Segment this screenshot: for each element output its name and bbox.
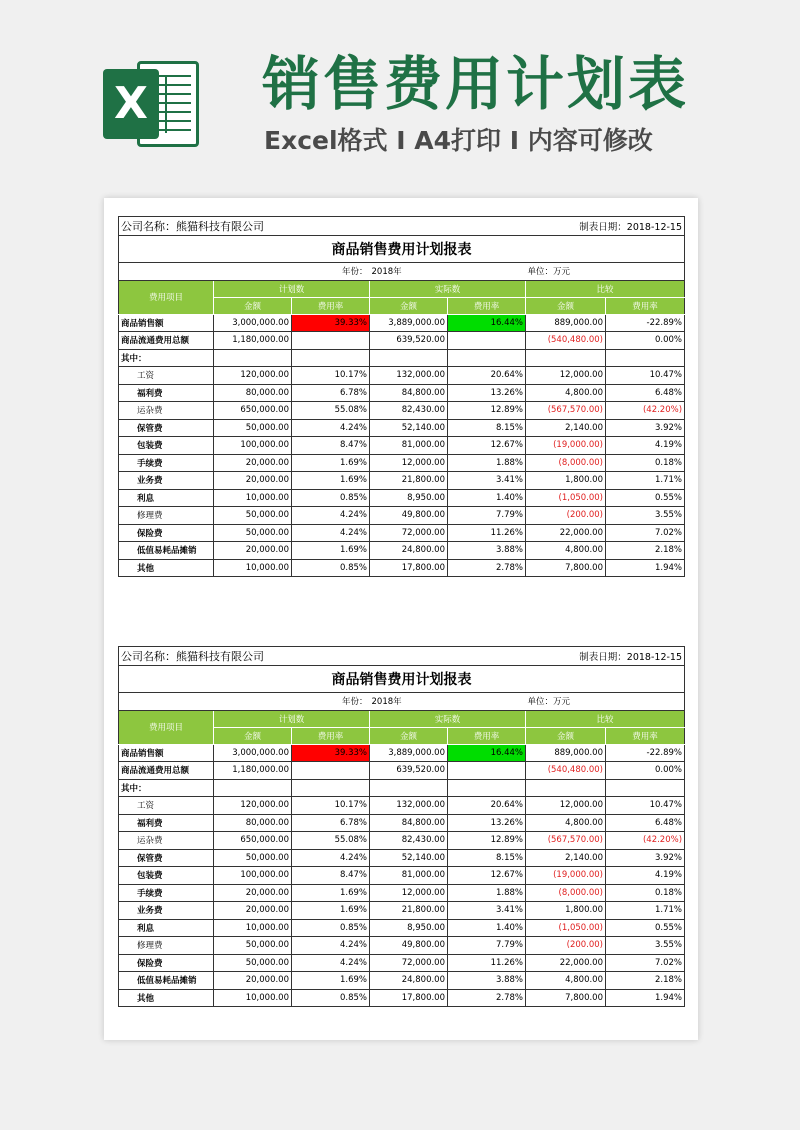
compare-amount: 4,800.00 [526, 814, 606, 832]
row-name: 包装费 [119, 867, 214, 885]
header-compare: 比较 [526, 710, 685, 727]
actual-rate: 13.26% [448, 814, 526, 832]
actual-rate: 12.89% [448, 832, 526, 850]
among-row [119, 779, 685, 797]
plan-rate: 1.69% [292, 972, 370, 990]
actual-amount: 21,800.00 [370, 472, 448, 490]
row-name: 工资 [119, 367, 214, 385]
compare-rate: (42.20%) [606, 832, 685, 850]
plan-rate: 4.24% [292, 507, 370, 525]
table-row [119, 419, 685, 437]
header-compare-amount: 金额 [526, 297, 606, 314]
plan-amount: 50,000.00 [214, 524, 292, 542]
table-row [119, 437, 685, 455]
plan-rate: 4.24% [292, 524, 370, 542]
unit-label: 单位：万元 [526, 693, 685, 711]
plan-rate: 8.47% [292, 437, 370, 455]
plan-amount: 120,000.00 [214, 367, 292, 385]
actual-amount: 72,000.00 [370, 524, 448, 542]
plan-rate: 0.85% [292, 919, 370, 937]
table-row [119, 762, 685, 780]
actual-rate: 3.41% [448, 472, 526, 490]
row-name: 业务费 [119, 472, 214, 490]
plan-amount: 3,000,000.00 [214, 314, 292, 332]
actual-amount: 84,800.00 [370, 814, 448, 832]
actual-amount: 21,800.00 [370, 902, 448, 920]
actual-rate: 3.88% [448, 972, 526, 990]
company-name: 公司名称：熊猫科技有限公司 [119, 217, 448, 236]
compare-rate: 0.00% [606, 762, 685, 780]
row-name: 低值易耗品摊销 [119, 972, 214, 990]
title-row [119, 666, 685, 693]
compare-rate: (42.20%) [606, 402, 685, 420]
compare-amount: 12,000.00 [526, 797, 606, 815]
actual-amount: 52,140.00 [370, 419, 448, 437]
title-row [119, 236, 685, 263]
compare-amount: (200.00) [526, 937, 606, 955]
compare-rate: 7.02% [606, 954, 685, 972]
actual-amount: 52,140.00 [370, 849, 448, 867]
actual-rate: 7.79% [448, 507, 526, 525]
plan-amount: 650,000.00 [214, 832, 292, 850]
actual-rate: 20.64% [448, 367, 526, 385]
actual-rate: 16.44% [448, 744, 526, 762]
compare-amount: 12,000.00 [526, 367, 606, 385]
actual-amount: 49,800.00 [370, 507, 448, 525]
header-item: 费用项目 [119, 280, 214, 314]
excel-logo-icon [103, 55, 201, 153]
plan-amount: 20,000.00 [214, 472, 292, 490]
row-name: 福利费 [119, 384, 214, 402]
compare-rate: 3.55% [606, 937, 685, 955]
report-date: 制表日期：2018-12-15 [448, 647, 685, 666]
header-actual-amount: 金额 [370, 297, 448, 314]
plan-rate: 4.24% [292, 849, 370, 867]
year-row [119, 263, 685, 281]
row-name: 利息 [119, 919, 214, 937]
header-plan: 计划数 [214, 710, 370, 727]
plan-rate: 1.69% [292, 454, 370, 472]
actual-rate: 1.40% [448, 489, 526, 507]
compare-amount: (200.00) [526, 507, 606, 525]
plan-amount: 650,000.00 [214, 402, 292, 420]
actual-rate: 20.64% [448, 797, 526, 815]
row-name: 保管费 [119, 849, 214, 867]
plan-amount: 1,180,000.00 [214, 762, 292, 780]
table-row [119, 937, 685, 955]
compare-rate: 1.94% [606, 559, 685, 577]
compare-rate: 2.18% [606, 972, 685, 990]
compare-amount: 889,000.00 [526, 314, 606, 332]
actual-rate: 1.88% [448, 884, 526, 902]
compare-amount: (1,050.00) [526, 489, 606, 507]
banner-subtitle: Excel格式 I A4打印 I 内容可修改 [264, 126, 653, 155]
actual-amount: 82,430.00 [370, 402, 448, 420]
row-name: 包装费 [119, 437, 214, 455]
header-actual-amount: 金额 [370, 727, 448, 744]
actual-rate: 1.88% [448, 454, 526, 472]
compare-amount: 2,140.00 [526, 849, 606, 867]
among-label: 其中： [119, 349, 214, 367]
row-name: 低值易耗品摊销 [119, 542, 214, 560]
compare-rate: 0.18% [606, 884, 685, 902]
year-row [119, 693, 685, 711]
plan-rate: 1.69% [292, 884, 370, 902]
header-compare-amount: 金额 [526, 727, 606, 744]
compare-rate: 10.47% [606, 797, 685, 815]
header-plan: 计划数 [214, 280, 370, 297]
header-plan-rate: 费用率 [292, 297, 370, 314]
table-row [119, 332, 685, 350]
plan-rate: 4.24% [292, 419, 370, 437]
table-row [119, 832, 685, 850]
table-row [119, 314, 685, 332]
compare-rate: 3.55% [606, 507, 685, 525]
plan-amount: 20,000.00 [214, 454, 292, 472]
report-title: 商品销售费用计划报表 [119, 236, 685, 263]
actual-amount: 17,800.00 [370, 989, 448, 1007]
compare-rate: 4.19% [606, 437, 685, 455]
compare-amount: (19,000.00) [526, 867, 606, 885]
table-row [119, 797, 685, 815]
header-compare-rate: 费用率 [606, 727, 685, 744]
plan-amount: 10,000.00 [214, 489, 292, 507]
compare-amount: 889,000.00 [526, 744, 606, 762]
plan-amount: 50,000.00 [214, 507, 292, 525]
table-row [119, 902, 685, 920]
actual-amount: 639,520.00 [370, 332, 448, 350]
compare-amount: 1,800.00 [526, 472, 606, 490]
table-row [119, 472, 685, 490]
plan-rate: 6.78% [292, 814, 370, 832]
actual-amount: 12,000.00 [370, 884, 448, 902]
row-name: 其他 [119, 559, 214, 577]
compare-rate: 2.18% [606, 542, 685, 560]
header-plan-amount: 金额 [214, 727, 292, 744]
plan-amount: 100,000.00 [214, 437, 292, 455]
compare-amount: (567,570.00) [526, 402, 606, 420]
header-compare: 比较 [526, 280, 685, 297]
plan-rate: 4.24% [292, 937, 370, 955]
plan-amount: 50,000.00 [214, 849, 292, 867]
table-row [119, 919, 685, 937]
table-row [119, 744, 685, 762]
actual-rate [448, 332, 526, 350]
actual-rate: 11.26% [448, 524, 526, 542]
compare-rate: -22.89% [606, 744, 685, 762]
row-name: 工资 [119, 797, 214, 815]
plan-amount: 120,000.00 [214, 797, 292, 815]
header-item: 费用项目 [119, 710, 214, 744]
plan-rate: 0.85% [292, 559, 370, 577]
compare-rate: 7.02% [606, 524, 685, 542]
actual-amount: 24,800.00 [370, 972, 448, 990]
compare-amount: (8,000.00) [526, 454, 606, 472]
compare-rate: 0.00% [606, 332, 685, 350]
plan-rate [292, 762, 370, 780]
row-name: 修理费 [119, 937, 214, 955]
actual-amount: 24,800.00 [370, 542, 448, 560]
compare-rate: 4.19% [606, 867, 685, 885]
table-row [119, 989, 685, 1007]
actual-rate: 13.26% [448, 384, 526, 402]
compare-amount: (1,050.00) [526, 919, 606, 937]
table-row [119, 367, 685, 385]
plan-amount: 50,000.00 [214, 937, 292, 955]
compare-rate: -22.89% [606, 314, 685, 332]
table-row [119, 814, 685, 832]
actual-rate: 12.89% [448, 402, 526, 420]
row-name: 手续费 [119, 884, 214, 902]
table-row [119, 542, 685, 560]
year-value: 2018年 [370, 693, 526, 711]
actual-amount: 82,430.00 [370, 832, 448, 850]
compare-amount: 7,800.00 [526, 559, 606, 577]
table-row [119, 454, 685, 472]
compare-rate: 1.94% [606, 989, 685, 1007]
actual-rate: 11.26% [448, 954, 526, 972]
row-name: 其他 [119, 989, 214, 1007]
excel-logo-letter: X [103, 69, 159, 139]
actual-amount: 3,889,000.00 [370, 744, 448, 762]
year-label: 年份： [119, 693, 370, 711]
actual-rate: 12.67% [448, 437, 526, 455]
compare-rate: 6.48% [606, 814, 685, 832]
plan-rate: 1.69% [292, 472, 370, 490]
plan-amount: 20,000.00 [214, 542, 292, 560]
report-date: 制表日期：2018-12-15 [448, 217, 685, 236]
sub-rows [119, 367, 685, 577]
plan-rate: 6.78% [292, 384, 370, 402]
actual-amount: 8,950.00 [370, 489, 448, 507]
actual-amount: 639,520.00 [370, 762, 448, 780]
table-row [119, 559, 685, 577]
actual-rate: 2.78% [448, 989, 526, 1007]
compare-rate: 3.92% [606, 849, 685, 867]
plan-amount: 20,000.00 [214, 884, 292, 902]
row-name: 商品流通费用总额 [119, 762, 214, 780]
plan-rate: 8.47% [292, 867, 370, 885]
actual-amount: 132,000.00 [370, 367, 448, 385]
unit-label: 单位：万元 [526, 263, 685, 281]
row-name: 业务费 [119, 902, 214, 920]
actual-rate: 16.44% [448, 314, 526, 332]
plan-amount: 10,000.00 [214, 919, 292, 937]
plan-amount: 3,000,000.00 [214, 744, 292, 762]
actual-rate: 7.79% [448, 937, 526, 955]
actual-rate: 8.15% [448, 419, 526, 437]
plan-amount: 100,000.00 [214, 867, 292, 885]
actual-amount: 17,800.00 [370, 559, 448, 577]
plan-rate: 10.17% [292, 797, 370, 815]
row-name: 商品销售额 [119, 744, 214, 762]
plan-amount: 80,000.00 [214, 384, 292, 402]
plan-amount: 20,000.00 [214, 902, 292, 920]
compare-rate: 0.55% [606, 489, 685, 507]
compare-rate: 0.55% [606, 919, 685, 937]
actual-amount: 84,800.00 [370, 384, 448, 402]
report-sheet [104, 198, 698, 1040]
actual-rate: 12.67% [448, 867, 526, 885]
plan-amount: 1,180,000.00 [214, 332, 292, 350]
actual-amount: 81,000.00 [370, 437, 448, 455]
table-row [119, 489, 685, 507]
report-title: 商品销售费用计划报表 [119, 666, 685, 693]
compare-amount: 4,800.00 [526, 542, 606, 560]
header-compare-rate: 费用率 [606, 297, 685, 314]
actual-rate: 2.78% [448, 559, 526, 577]
compare-amount: (540,480.00) [526, 332, 606, 350]
banner [0, 0, 800, 190]
row-name: 保险费 [119, 524, 214, 542]
actual-amount: 12,000.00 [370, 454, 448, 472]
plan-amount: 20,000.00 [214, 972, 292, 990]
header-row [119, 710, 685, 727]
year-label: 年份： [119, 263, 370, 281]
plan-rate: 10.17% [292, 367, 370, 385]
plan-rate: 0.85% [292, 989, 370, 1007]
compare-amount: (567,570.00) [526, 832, 606, 850]
compare-amount: 4,800.00 [526, 384, 606, 402]
table-row [119, 884, 685, 902]
header-plan-amount: 金额 [214, 297, 292, 314]
row-name: 保管费 [119, 419, 214, 437]
plan-rate [292, 332, 370, 350]
compare-amount: 4,800.00 [526, 972, 606, 990]
compare-rate: 1.71% [606, 472, 685, 490]
compare-amount: (8,000.00) [526, 884, 606, 902]
compare-rate: 6.48% [606, 384, 685, 402]
table-row [119, 507, 685, 525]
header-actual: 实际数 [370, 710, 526, 727]
compare-rate: 3.92% [606, 419, 685, 437]
table-row [119, 402, 685, 420]
actual-rate: 3.88% [448, 542, 526, 560]
row-name: 福利费 [119, 814, 214, 832]
compare-amount: (540,480.00) [526, 762, 606, 780]
compare-amount: 1,800.00 [526, 902, 606, 920]
row-name: 运杂费 [119, 402, 214, 420]
plan-amount: 80,000.00 [214, 814, 292, 832]
row-name: 商品流通费用总额 [119, 332, 214, 350]
compare-amount: 2,140.00 [526, 419, 606, 437]
actual-rate: 1.40% [448, 919, 526, 937]
actual-amount: 81,000.00 [370, 867, 448, 885]
actual-rate: 8.15% [448, 849, 526, 867]
table-row [119, 867, 685, 885]
compare-amount: 22,000.00 [526, 954, 606, 972]
plan-rate: 55.08% [292, 832, 370, 850]
header-actual-rate: 费用率 [448, 297, 526, 314]
compare-amount: (19,000.00) [526, 437, 606, 455]
plan-rate: 4.24% [292, 954, 370, 972]
plan-rate: 55.08% [292, 402, 370, 420]
plan-rate: 39.33% [292, 314, 370, 332]
company-name: 公司名称：熊猫科技有限公司 [119, 647, 448, 666]
table-row [119, 524, 685, 542]
plan-rate: 39.33% [292, 744, 370, 762]
compare-amount: 7,800.00 [526, 989, 606, 1007]
row-name: 利息 [119, 489, 214, 507]
plan-amount: 10,000.00 [214, 989, 292, 1007]
report-table [118, 646, 685, 1007]
compare-amount: 22,000.00 [526, 524, 606, 542]
row-name: 运杂费 [119, 832, 214, 850]
table-row [119, 384, 685, 402]
table-row [119, 849, 685, 867]
plan-amount: 10,000.00 [214, 559, 292, 577]
compare-rate: 1.71% [606, 902, 685, 920]
among-row [119, 349, 685, 367]
report-table [118, 216, 685, 577]
plan-rate: 1.69% [292, 542, 370, 560]
header-row [119, 280, 685, 297]
actual-rate: 3.41% [448, 902, 526, 920]
row-name: 保险费 [119, 954, 214, 972]
actual-amount: 132,000.00 [370, 797, 448, 815]
plan-amount: 50,000.00 [214, 419, 292, 437]
row-name: 手续费 [119, 454, 214, 472]
banner-title: 销售费用计划表 [262, 50, 690, 118]
among-label: 其中： [119, 779, 214, 797]
actual-amount: 49,800.00 [370, 937, 448, 955]
sub-rows [119, 797, 685, 1007]
plan-amount: 50,000.00 [214, 954, 292, 972]
actual-rate [448, 762, 526, 780]
table-row [119, 972, 685, 990]
header-actual-rate: 费用率 [448, 727, 526, 744]
year-value: 2018年 [370, 263, 526, 281]
company-row [119, 217, 685, 236]
actual-amount: 72,000.00 [370, 954, 448, 972]
header-plan-rate: 费用率 [292, 727, 370, 744]
compare-rate: 10.47% [606, 367, 685, 385]
header-actual: 实际数 [370, 280, 526, 297]
plan-rate: 1.69% [292, 902, 370, 920]
table-row [119, 954, 685, 972]
company-row [119, 647, 685, 666]
actual-amount: 8,950.00 [370, 919, 448, 937]
row-name: 修理费 [119, 507, 214, 525]
compare-rate: 0.18% [606, 454, 685, 472]
plan-rate: 0.85% [292, 489, 370, 507]
row-name: 商品销售额 [119, 314, 214, 332]
actual-amount: 3,889,000.00 [370, 314, 448, 332]
